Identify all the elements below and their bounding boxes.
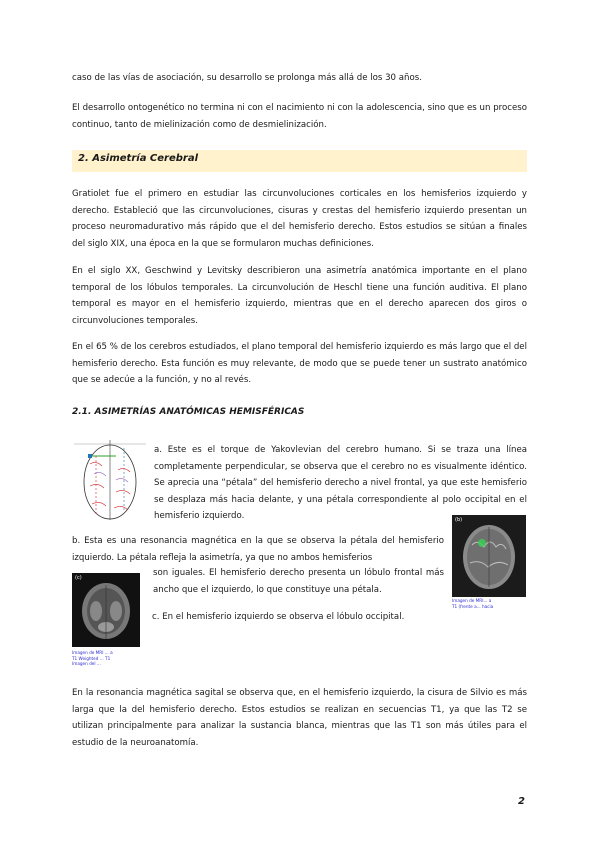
paragraph-3: Gratiolet fue el primero en estudiar las circunvoluciones corticales en los hemisferios izquierdo y derecho. Estableció que las circunvoluciones, cisuras y crestas del hemisferio izquierdo presentan un proceso neuromadurativo más rápido que el del hemisferio derecho. Estos estudios se sitúan a finales del siglo XIX, una época en la que se formularon muchas definiciones. (72, 189, 527, 249)
paragraph-a: a. Este es el torque de Yakovlevian del cerebro humano. Si se traza una línea completamente perpendicular, se observa que el cerebro no es visualmente idéntico. Se aprecia una “pétala” del hemisferio derecho a nivel frontal, ya que este hemisferio se desplaza más hacia delante, y una pétala correspondiente al polo occipital en el hemisferio izquierdo. (154, 445, 527, 522)
subsection-heading: 2.1. ASIMETRÍAS ANATÓMICAS HEMISFÉRICAS (72, 407, 305, 417)
paragraph-2: El desarrollo ontogenético no termina ni con el nacimiento ni con la adolescencia, sino que es un proceso continuo, tanto de mielinización como de desmielinización. (72, 103, 527, 130)
torque-diagram (72, 436, 148, 522)
mri-image-b (452, 515, 526, 597)
paragraph-b-1: b. Esta es una resonancia magnética en la que se observa la pétala del hemisferio izquierdo. La pétala refleja la asimetría, ya que no ambos hemisferios (72, 536, 444, 563)
mri-b-label: (b) (455, 517, 463, 523)
section-heading-text: 2. Asimetría Cerebral (78, 153, 199, 164)
mri-b-caption: Imagen de MRI... a T1 (frente a... hacia (452, 598, 494, 609)
page-number: 2 (518, 796, 525, 807)
mri-image-c (72, 573, 140, 647)
paragraph-1: caso de las vías de asociación, su desarrollo se prolonga más allá de los 30 años. (72, 73, 422, 83)
paragraph-c: c. En el hemisferio izquierdo se observa el lóbulo occipital. (152, 612, 405, 622)
paragraph-b-2: son iguales. El hemisferio derecho presenta un lóbulo frontal más ancho que el izquierdo, lo que constituye una pétala. (153, 568, 444, 595)
mri-c-caption: Imagen de MRI ... a T1 Weighted ... T1 Imagen del ... (72, 650, 113, 666)
paragraph-5: En el 65 % de los cerebros estudiados, el plano temporal del hemisferio izquierdo es más largo que el del hemisferio derecho. Esta función es muy relevante, de modo que se puede tener un sustrato anatómico que se adecúe a la función, y no al revés. (72, 342, 527, 386)
section-heading (72, 150, 527, 172)
mri-c-label: (c) (75, 575, 82, 581)
paragraph-6: En la resonancia magnética sagital se observa que, en el hemisferio izquierdo, la cisura de Silvio es más larga que la del hemisferio derecho. Estos estudios se realizan en secuencias T1, ya que las T2 se utilizan principalmente para analizar la sustancia blanca, mientras que las T1 son más útiles para el estudio de la neuroanatomía. (72, 688, 527, 748)
paragraph-4: En el siglo XX, Geschwind y Levitsky describieron una asimetría anatómica importante en el plano temporal de los lóbulos temporales. La circunvolución de Heschl tiene una función auditiva. El plano temporal es mayor en el hemisferio izquierdo, mientras que en el derecho aparecen dos giros o circunvoluciones temporales. (72, 266, 527, 326)
